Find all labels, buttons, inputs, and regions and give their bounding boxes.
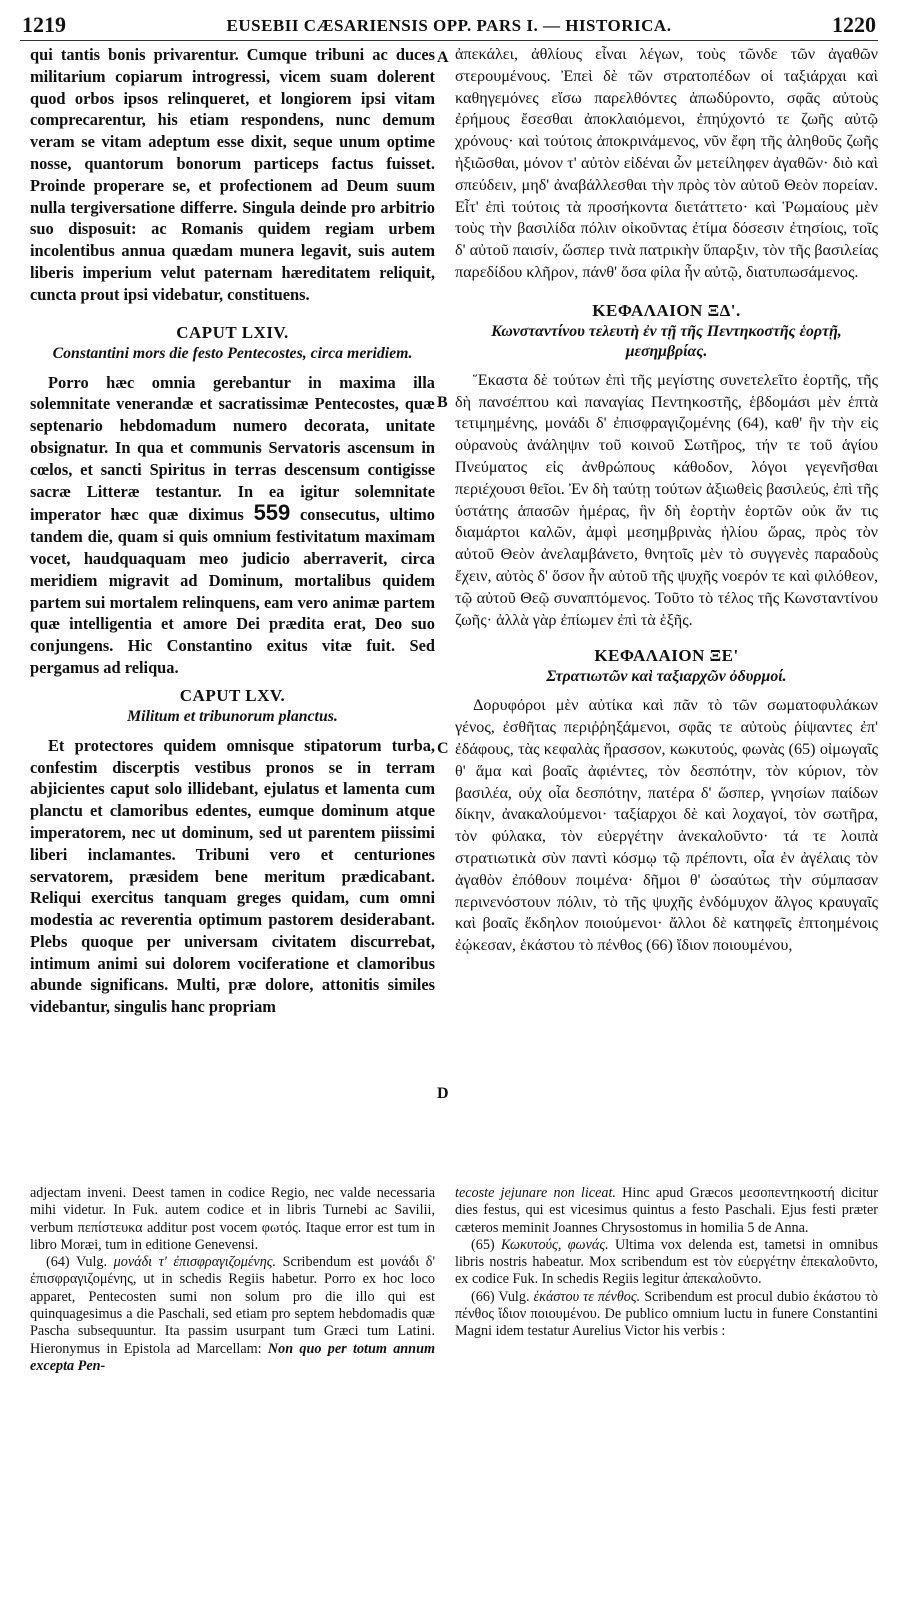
footnote-64-body: Scribendum est μονάδι δ' ἐπισφραγιζομένης, ut in schedis Regiis habetur. Porro ex hoc loco apparet, Pentecosten sumi non solum pro die illo qui est quinquagesimus a die Paschali, sed etiam pro septem hebdomadis quæ Pascha subsequuntur. Ita passim usurpant tum Græci tum Latini. Hieronymus in Epistola ad Marcellam: <box>30 1254 436 1357</box>
latin-chapter-65-title: CAPUT LXV. <box>179 685 286 705</box>
footnote-continuation: adjectam inveni. Deest tamen in codice Regio, nec valde necessaria mihi videtur. In Fuk. autem codice et in libris Turnebi ac Savilii, verbum πεπίστευκα additur post vocem φωτός. Itaque error est tum in libro Moræi, tum in editione Genevensi. <box>30 1185 435 1253</box>
margin-letter-b: B <box>437 394 448 411</box>
greek-chapter-65-subtitle: Στρατιωτῶν καὶ ταξιαρχῶν ὀδυρμοί. <box>546 668 787 686</box>
footnote-66 <box>455 1289 878 1341</box>
latin-intro: qui tantis bonis privarentur. Cumque tribuni ac duces militarium copiarum introgressi, vicem suam dolerent quod orbos ipsos relinqueret, et longiorem ipsi vitam comprecarentur, his etiam respondens, nunc demum veram se vitam adeptum esse dixit, seque unum optime nosse, quantorum bonorum particeps factus fuisset. Proinde properare se, et profectionem ad Deum suum nulla tergiversatione differre. Singula deinde pro arbitrio suo disposuit: ac Romanis quidem regiam urbem incolentibus annua quædam munera legavit, suis autem liberis imperium velut paternam hæreditatem reliquit, cuncta prout ipsi videbatur, constituens. <box>30 45 435 304</box>
latin-chapter-64-text-part1: Porro hæc omnia gerebantur in maxima illa solemnitate venerandæ et sacratissimæ Pentecostes, quæ septenario hebdomadum numero decorata, unitate obsignatur. In qua et communis Servatoris ascensum in cœlos, et sancti Spiritus in terras descensum contigisse sacræ Litteræ testantur. In ea igitur solemnitate imperator hæc quæ diximus <box>30 372 435 525</box>
greek-chapter-65-title: ΚΕΦΑΛΑΙΟΝ ΞΕ' <box>594 646 739 666</box>
page-number-right: 1220 <box>832 12 876 37</box>
latin-column <box>30 44 435 1018</box>
footnotes-left <box>30 1185 435 1375</box>
footnote-65-lead: (65) <box>471 1236 501 1253</box>
latin-chapter-64-subtitle: Constantini mors die festo Pentecostes, circa meridiem. <box>52 344 413 362</box>
greek-chapter-64-title: ΚΕΦΑΛΑΙΟΝ ΞΔ'. <box>592 300 741 320</box>
running-header <box>20 6 878 41</box>
footnote-65 <box>455 1237 878 1289</box>
footnote-64-quote-end: tecoste jejunare non liceat. <box>455 1185 616 1201</box>
margin-letter-a: A <box>437 49 449 66</box>
margin-letter-c: C <box>437 740 449 757</box>
latin-chapter-64-text-part2: consecutus, ultimo tandem die, quam si quis omnium festivitatum maximam vocet, haudquaquam meo judicio aberraverit, circa meridiem migravit ad Dominum, mortalibus quidem partem sui mortalem relinquens, eam vero animæ partem quæ intelligentia et amore Dei prædita erat, Deo suo conjungens. Hic Constantino exitus vitæ fuit. Sed pergamus ad reliqua. <box>30 505 435 677</box>
greek-intro: ἀπεκάλει, ἀθλίους εἶναι λέγων, τοὺς τῶνδε τῶν ἀγαθῶν στερουμένους. Ἐπεὶ δὲ τῶν στρατοπέδων οἱ ταξιάρχαι καὶ καθηγεμόνες εἴσω παρελθόντες ἀπωδύροντο, σφᾶς αὐτοὺς ἐρήμους ἔσεσθαι ἀποκλαιόμενοι, ἐπηύχοντό τε ζωῆς αὐτῷ χρόνους· καὶ τούτοις ἀποκρινάμενος, νῦν ἔφη τῆς ἀληθοῦς ζωῆς ἠξιῶσθαι, μόνον τ' αὐτὸν εἰδέναι ὧν μετείληφεν ἀγαθῶν· διὸ καὶ σπεύδειν, μηδ' ἀναβάλλεσθαι τὴν πρὸς τὸν αὐτοῦ Θεὸν πορείαν. Εἶτ' ἐπὶ τούτοις τὰ προσήκοντα διετάττετο· καὶ Ῥωμαίους μὲν τοὺς τὴν βασιλίδα πόλιν οἰκοῦντας ἐτίμα δόσεσιν ἐτησίοις, τοῖς δ' αὐτοῦ παισίν, ὥσπερ τινὰ πατρικὴν ὕπαρξιν, τὸν τῆς βασιλείας παρεδίδου κλῆρον, πάνθ' ὅσα φίλα ἦν αὐτῷ, διατυπωσάμενος. <box>455 45 878 281</box>
footnote-66-lemma: ἑκάστου τε πένθος. <box>533 1288 641 1305</box>
footnote-64-quote: Non quo per totum annum excepta Pen- <box>30 1340 435 1374</box>
footnote-64 <box>30 1254 435 1375</box>
footnote-64-lead: (64) Vulg. <box>46 1254 114 1271</box>
margin-letter-d: D <box>437 1085 449 1102</box>
latin-chapter-65-subtitle: Militum et tribunorum planctus. <box>127 707 338 725</box>
footnote-65-lemma: Κωκυτούς, φωνάς. <box>500 1236 609 1253</box>
footnote-66-body: Scribendum est procul dubio ἑκάστου τὸ πένθος ἴδιον ποιουμένου. De publico omnium luctu in funere Constantini Magni idem testatur Aurelius Victor his verbis : <box>455 1288 879 1340</box>
page-number-left: 1219 <box>22 12 66 37</box>
latin-chapter-64-title: CAPUT LXIV. <box>176 322 289 342</box>
greek-chapter-64-text: Ἕκαστα δὲ τούτων ἐπὶ τῆς μεγίστης συνετελεῖτο ἑορτῆς, τῆς δὴ πανσέπτου καὶ παναγίας Πεντηκοστῆς, ἑβδομάσι μὲν ἑπτὰ τετιμημένης, μονάδι δ' ἐπισφραγιζομένης (64), καθ' ἣν τὴν εἰς οὐρανοὺς ἀνάληψιν τοῦ κοινοῦ Σωτῆρος, τήν τε τοῦ ἁγίου Πνεύματος εἰς ἀνθρώπους κάθοδον, λόγοι γεγενῆσθαι περιέχουσι θεῖοι. Ἐν δὴ ταύτῃ τούτων ἀξιωθεὶς βασιλεύς, ἐπὶ τῆς ὑστάτης ἁπασῶν ἡμέρας, ἣν δὴ ἑορτὴν ἑορτῶν οὐκ ἄν τις διαμάρτοι καλῶν, ἀμφὶ μεσημβρινὰς ἡλίου ὥρας, πρὸς τὸν αὐτοῦ Θεὸν ἀνελαμβάνετο, θνητοῖς μὲν τὸ συγγενὲς παραδοὺς ἔχειν, αὐτὸς δ' ὅσον ἦν αὐτοῦ τῆς ψυχῆς νοερόν τε καὶ φιλόθεον, τῷ αὐτοῦ Θεῷ συναπτόμενος. Τοῦτο τὸ τέλος τῆς Κωνσταντίνου ζωῆς· ἀλλὰ γὰρ ἐπίωμεν ἐπὶ τὰ ἑξῆς. <box>455 370 878 629</box>
running-title: EUSEBII CÆSARIENSIS OPP. PARS I. — HISTORICA. <box>226 16 672 35</box>
footnote-66-lead: (66) Vulg. <box>471 1288 534 1305</box>
footnotes-right <box>455 1185 878 1341</box>
greek-chapter-64-subtitle: Κωνσταντίνου τελευτὴ ἐν τῇ τῆς Πεντηκοστῆς ἑορτῇ, μεσημβρίας. <box>491 322 842 360</box>
footnote-64-lemma: μονάδι τ' ἐπισφραγιζομένης. <box>113 1254 277 1271</box>
latin-chapter-65-text: Et protectores quidem omnisque stipatorum turba, confestim discerptis vestibus pronos se in terram abjicientes caput solo illidebant, ejulatus et lamenta cum planctu et clamoribus edentes, eumque dominum atque imperatorem, nec ut dominum, sed ut parentem piissimi liberi inclamantes. Tribuni vero et centuriones servatorem, præsidem bene meritum prædicabant. Reliqui exercitus tanquam greges quidam, cum omni modestia ac reverentia optimum pastorem desiderabant. Plebs quoque per universam civitatem discurrebat, intimum animi sui dolorem vociferatione et clamoribus abunde significans. Multi, præ dolore, attonitis similes videbantur, singulis hanc propriam <box>30 735 435 1017</box>
greek-column <box>455 44 878 957</box>
latin-chapter-64-text <box>30 372 435 679</box>
page-reference-559: 559 <box>253 500 291 526</box>
greek-chapter-65-text: Δορυφόροι μὲν αὐτίκα καὶ πᾶν τὸ τῶν σωματοφυλάκων γένος, ἐσθῆτας περιῤῥηξάμενοι, σφᾶς τε αὐτοὺς ῥίψαντες ἐπ' ἐδάφους, τὰς κεφαλὰς ἤρασσον, κωκυτούς, φωνὰς (65) οἰμωγαῖς θ' ἅμα καὶ βοαῖς ἀφιέντες, τὸν δεσπότην, τὸν κύριον, τὸν βασιλέα, οὐχ οἷα δεσπότην, πατέρα δ' ὥσπερ, γνησίων παίδων δίκην, ἀνακαλούμενοι· ταξίαρχοι δὲ καὶ λοχαγοί, τὸν σωτῆρα, τὸν φύλακα, τὸν εὐεργέτην ἀνεκαλοῦντο· τά τε λοιπὰ στρατιωτικὰ σὺν παντὶ κόσμῳ τῷ πρέποντι, οἷα ἐν ἀγέλαις τὸν ἀγαθὸν ἐπόθουν ποιμένα· δῆμοι θ' ὡσαύτως τὴν σύμπασαν περινενόστουν πόλιν, τὸ τῆς ψυχῆς ἐνδόμυχον ἄλγος κραυγαῖς καὶ βοαῖς ἔκδηλον ποιούμενοι· ἄλλοι δὲ κατηφεῖς ἐπτοημένοις ἐῴκεσαν, ἑκάστου τὸ πένθος (66) ἴδιον ποιουμένου, <box>455 696 878 955</box>
footnote-65-body: Ultima vox delenda est, tametsi in omnibus libris nostris habeatur. Mox scribendum est τὸν εὐεργέτην ἐπεκαλοῦντο, ex codice Fuk. In schedis Regiis legitur ἀπεκαλοῦντο. <box>455 1236 878 1288</box>
footnote-64-continuation-body: Hinc apud Græcos μεσοπεντηκοστή dicitur dies festus, qui est vicesimus quintus a festo Paschali. Ejus festi præter cæteros meminit Joannes Chrysostomus in homilia 5 de Anna. <box>455 1185 879 1236</box>
footnote-64-continuation <box>455 1185 878 1237</box>
